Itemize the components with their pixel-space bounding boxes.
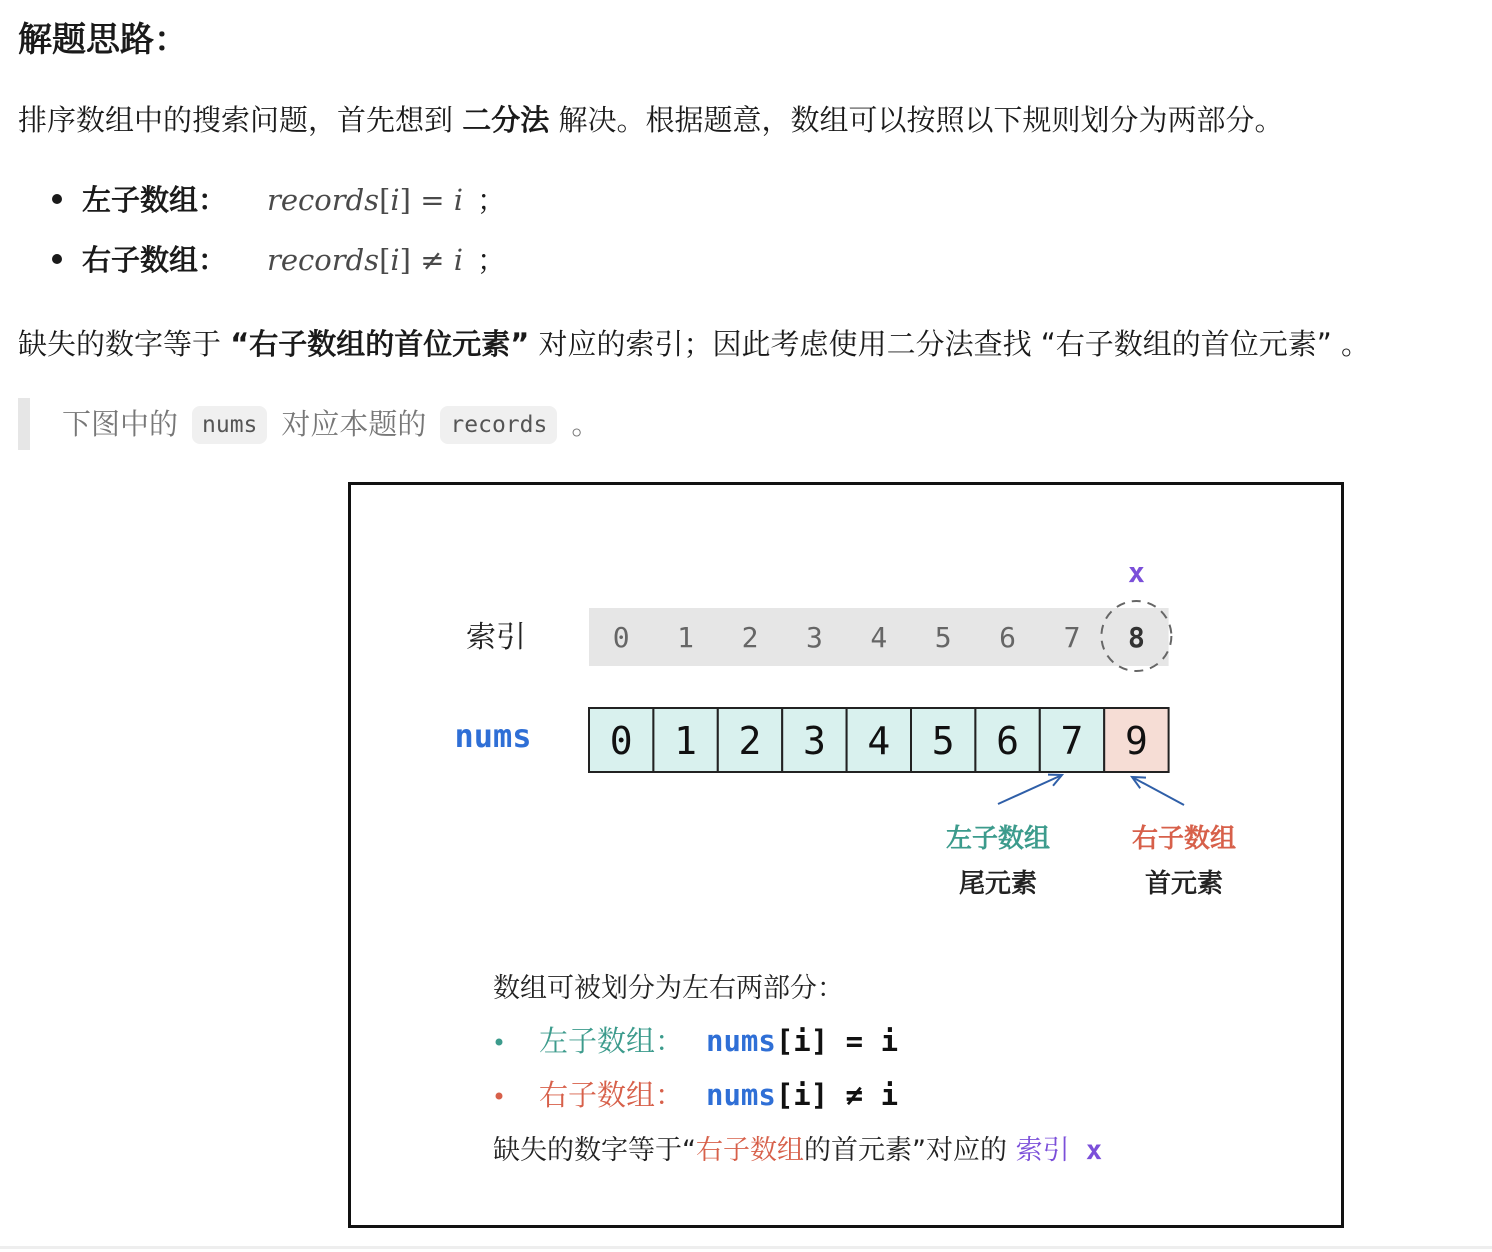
math-formula: records[i] = i — [267, 183, 464, 217]
index-value: 4 — [870, 621, 888, 654]
bottom-divider — [0, 1246, 1492, 1249]
nums-cell-value: 4 — [867, 719, 891, 763]
rule-left-dot-icon — [496, 1039, 503, 1046]
nums-cell-value: 7 — [1060, 719, 1084, 763]
final-red: 右子数组 — [696, 1135, 804, 1166]
conclusion-bold: “右子数组的首位元素” — [230, 327, 530, 361]
rule-right-expr: [i] ≠ i — [775, 1078, 899, 1112]
bullet-label: 左子数组： — [82, 183, 228, 217]
rule-right — [539, 1078, 898, 1112]
intro-bold-binary-search: 二分法 — [462, 103, 550, 137]
inline-code-nums: nums — [192, 406, 267, 444]
rule-left-expr: [i] = i — [775, 1024, 899, 1058]
math-func: records — [267, 243, 380, 277]
final-mid: 的首元素”对应的 — [804, 1135, 1016, 1166]
rule-right-dot-icon — [496, 1093, 503, 1100]
bullet-dot-icon — [52, 194, 62, 204]
illustration-figure — [348, 482, 1344, 1228]
nums-cell-value: 6 — [996, 719, 1020, 763]
conclusion-paragraph — [18, 324, 1370, 364]
rule-left-nums: nums — [706, 1024, 776, 1058]
rule-right-nums: nums — [706, 1078, 776, 1112]
conclusion-text-before: 缺失的数字等于 — [18, 327, 231, 361]
final-before: 缺失的数字等于“ — [493, 1135, 696, 1166]
bullet-left-subarray — [52, 180, 506, 220]
bullet-tail: ； — [477, 243, 507, 277]
rule-right-label: 右子数组： — [539, 1078, 685, 1112]
left-arrow-shaft — [998, 775, 1062, 804]
math-index: i — [390, 243, 400, 277]
right-arrow-shaft — [1132, 777, 1184, 805]
index-value: 6 — [999, 621, 1017, 654]
math-operator: ≠ — [420, 243, 445, 277]
index-value: 5 — [934, 621, 952, 654]
x-marker-label: x — [1127, 556, 1145, 589]
nums-cell-value: 1 — [674, 719, 698, 763]
nums-cell-value: 5 — [931, 719, 955, 763]
note-middle: 对应本题的 — [281, 407, 427, 441]
note-after: 。 — [571, 407, 601, 441]
right-tag-sub: 首元素 — [1144, 869, 1224, 899]
rule-left-label: 左子数组： — [539, 1024, 685, 1058]
math-operator: = — [420, 183, 445, 217]
illustration-svg — [351, 485, 1341, 1225]
nums-cell-value: 2 — [738, 719, 762, 763]
intro-text-before: 排序数组中的搜索问题，首先想到 — [18, 103, 463, 137]
right-tag-title: 右子数组 — [1131, 824, 1237, 854]
section-heading: 解题思路： — [18, 20, 188, 60]
index-row-label: 索引 — [466, 620, 526, 655]
intro-text-after: 解决。根据题意，数组可以按照以下规则划分为两部分。 — [549, 103, 1284, 137]
math-func: records — [267, 183, 380, 217]
index-value: 0 — [612, 621, 630, 654]
left-tag-sub: 尾元素 — [958, 869, 1038, 899]
final-statement — [493, 1135, 1102, 1166]
bullet-right-subarray — [52, 240, 506, 280]
math-formula: records[i] ≠ i — [267, 243, 464, 277]
nums-label: nums — [454, 717, 532, 755]
final-purple-x: x — [1069, 1135, 1103, 1166]
math-var: i — [453, 243, 464, 277]
math-var: i — [453, 183, 464, 217]
bullet-dot-icon — [52, 254, 62, 264]
math-index: i — [390, 183, 400, 217]
intro-paragraph — [18, 100, 1283, 140]
index-value: 2 — [741, 621, 759, 654]
index-value: 1 — [677, 621, 695, 654]
blockquote-text — [62, 404, 600, 447]
index-value: 3 — [805, 621, 823, 654]
bullet-tail: ； — [477, 183, 507, 217]
inline-code-records: records — [440, 406, 557, 444]
nums-cell-value: 0 — [609, 719, 633, 763]
note-before: 下图中的 — [62, 407, 179, 441]
summary-title: 数组可被划分为左右两部分： — [493, 973, 844, 1004]
index-value: 8 — [1127, 621, 1145, 654]
final-purple-index: 索引 — [1015, 1135, 1070, 1166]
bullet-label: 右子数组： — [82, 243, 228, 277]
index-value: 7 — [1063, 621, 1081, 654]
left-tag-title: 左子数组 — [945, 824, 1051, 854]
rule-left — [539, 1024, 898, 1058]
nums-cell-value: 3 — [802, 719, 826, 763]
nums-cell-value: 9 — [1124, 719, 1148, 763]
conclusion-text-after: 对应的索引；因此考虑使用二分法查找 “右子数组的首位元素” 。 — [529, 327, 1371, 361]
